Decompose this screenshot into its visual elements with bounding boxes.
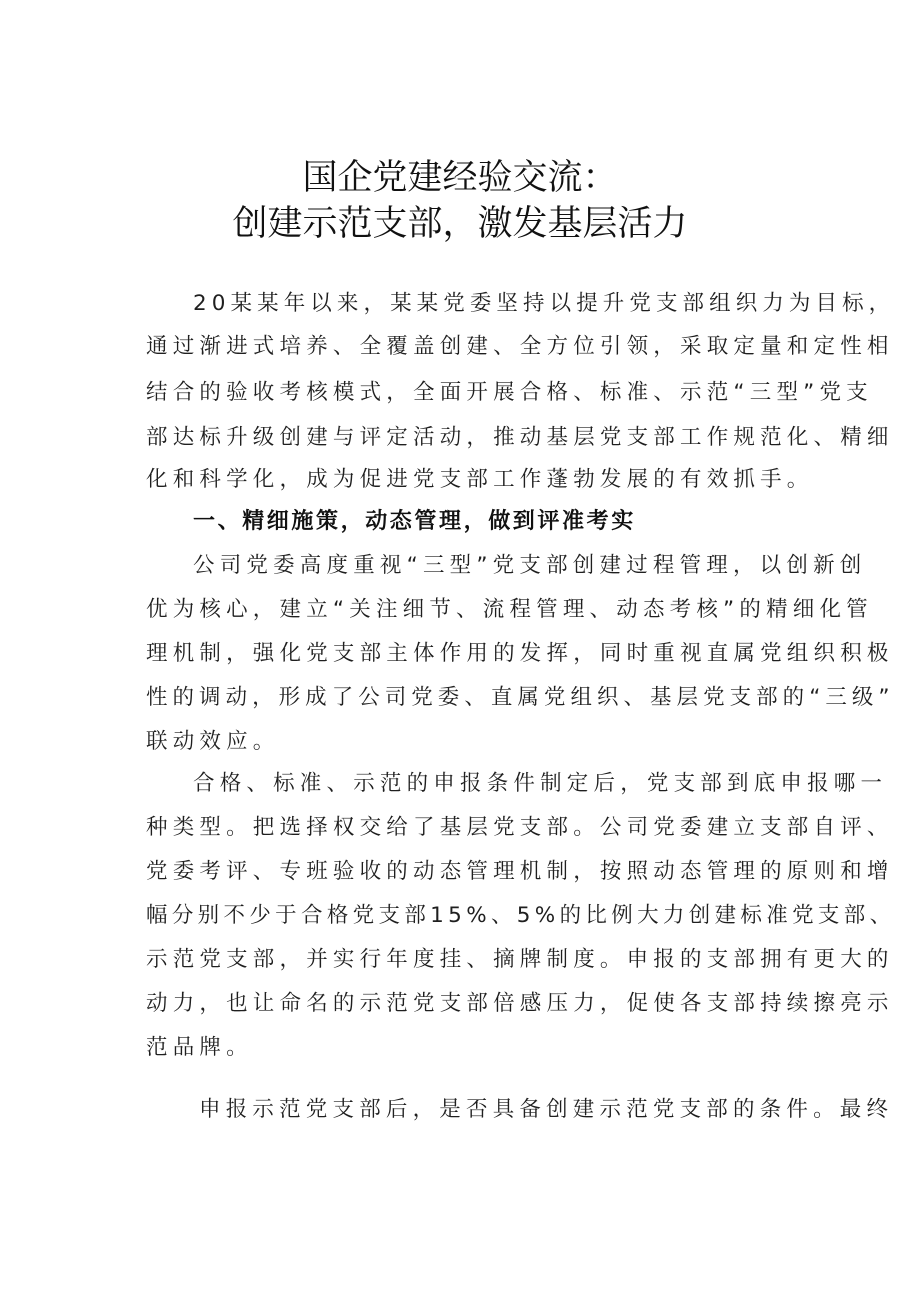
paragraph-line: 合格、标准、示范的申报条件制定后，党支部到底申报哪一 [193,771,888,796]
document-title-line-2: 创建示范支部，激发基层活力 [232,204,688,244]
paragraph-line: 优为核心，建立“关注细节、流程管理、动态考核”的精细化管 [146,597,873,622]
paragraph-line: 种类型。把选择权交给了基层党支部。公司党委建立支部自评、 [146,815,894,840]
intro-line: 通过渐进式培养、全覆盖创建、全方位引领，采取定量和定性相 [146,334,894,359]
document-title-line-1: 国企党建经验交流： [302,158,618,198]
intro-line: 部达标升级创建与评定活动，推动基层党支部工作规范化、精细 [146,425,894,450]
intro-line: 20某某年以来，某某党委坚持以提升党支部组织力为目标， [193,291,896,316]
paragraph-line: 联动效应。 [146,729,280,754]
section-heading: 一、精细施策，动态管理，做到评准考实 [193,509,636,534]
paragraph-line: 性的调动，形成了公司党委、直属党组织、基层党支部的“三级” [146,685,895,710]
paragraph-line: 理机制，强化党支部主体作用的发挥，同时重视直属党组织积极 [146,641,894,666]
intro-line: 结合的验收考核模式，全面开展合格、标准、示范“三型”党支 [146,380,873,405]
paragraph-line: 公司党委高度重视“三型”党支部创建过程管理，以创新创 [193,553,867,578]
paragraph-line: 动力，也让命名的示范党支部倍感压力，促使各支部持续擦亮示 [146,991,894,1016]
paragraph-line: 幅分别不少于合格党支部15%、5%的比例大力创建标准党支部、 [146,903,896,928]
paragraph-line: 申报示范党支部后，是否具备创建示范党支部的条件。最终 [199,1097,894,1122]
paragraph-line: 范品牌。 [146,1035,253,1060]
paragraph-line: 示范党支部，并实行年度挂、摘牌制度。申报的支部拥有更大的 [146,947,894,972]
intro-line: 化和科学化，成为促进党支部工作蓬勃发展的有效抓手。 [146,467,814,492]
paragraph-line: 党委考评、专班验收的动态管理机制，按照动态管理的原则和增 [146,859,894,884]
